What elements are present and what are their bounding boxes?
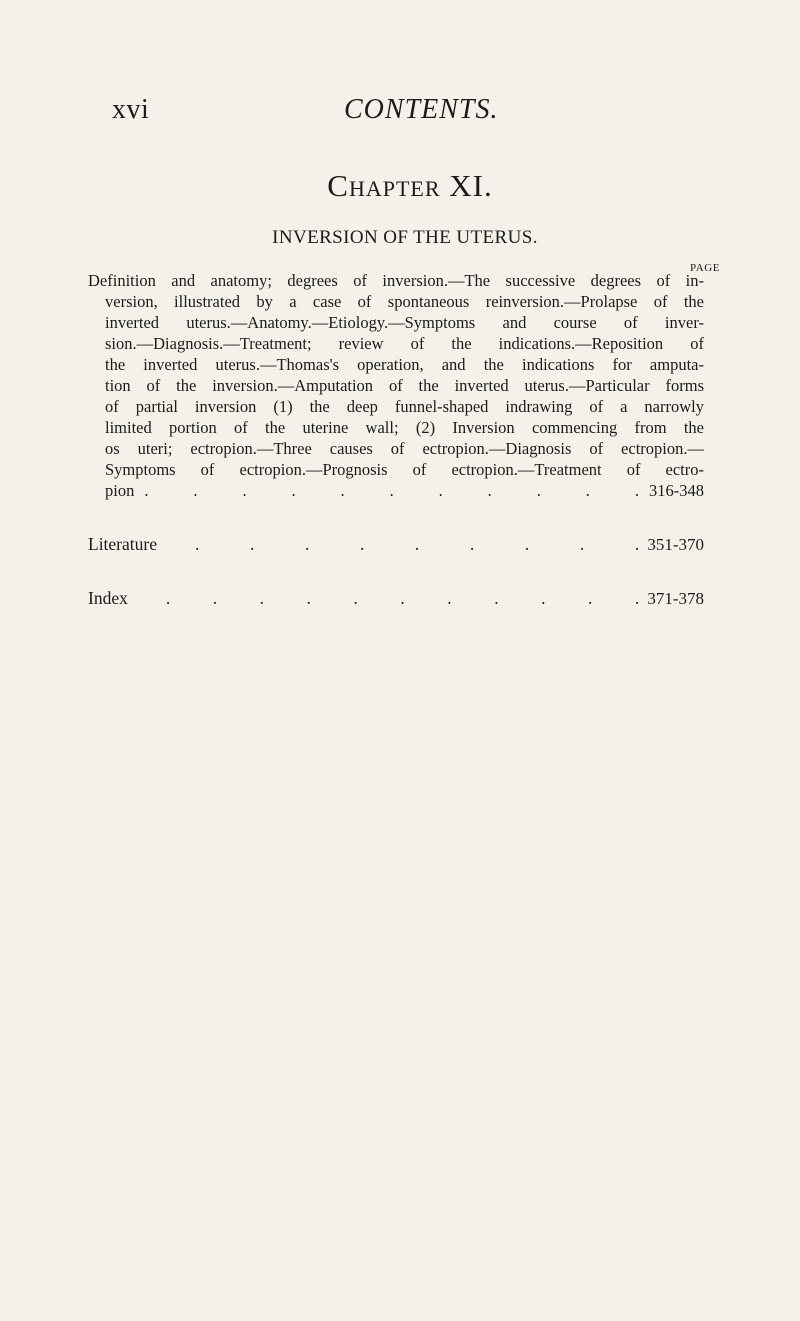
chapter-summary — [88, 270, 704, 501]
toc-entry-title: Literature — [88, 534, 157, 554]
summary-line: Symptoms of ectropion.—Prognosis of ectropion.—Treatment of ectro- — [105, 460, 704, 479]
summary-line: of partial inversion (1) the deep funnel-shaped indrawing of a narrowly — [105, 397, 704, 416]
page-header — [112, 88, 712, 128]
page-column-label: PAGE — [690, 262, 721, 274]
toc-entry-literature[interactable] — [88, 534, 704, 555]
summary-line: Definition and anatomy; degrees of inversion.—The successive degrees of in- — [88, 271, 704, 290]
chapter-subheading: INVERSION OF THE UTERUS. — [272, 227, 538, 248]
summary-line: inverted uterus.—Anatomy.—Etiology.—Symptoms and course of inver- — [105, 313, 704, 332]
toc-entry-pages: 371-378 — [647, 589, 704, 608]
summary-line: sion.—Diagnosis.—Treatment; review of the indications.—Reposition of — [105, 334, 704, 353]
toc-entry-index[interactable] — [88, 588, 704, 609]
summary-final-line — [88, 480, 704, 501]
chapter-page-range: 316-348 — [649, 481, 704, 500]
running-head: CONTENTS. — [344, 94, 499, 125]
toc-entry-title: Index — [88, 588, 128, 608]
chapter-heading: Chapter XI. — [327, 168, 493, 203]
summary-line: the inverted uterus.—Thomas's operation, and the indications for amputa- — [105, 355, 704, 374]
toc-entry-pages: 351-370 — [647, 535, 704, 554]
dot-leader: . . . . . . . . . . . — [165, 588, 640, 608]
summary-line: version, illustrated by a case of spontaneous reinversion.—Prolapse of the — [105, 292, 704, 311]
page-number: xvi — [112, 94, 150, 125]
dot-leader: . . . . . . . . . . . — [144, 481, 639, 500]
summary-line: tion of the inversion.—Amputation of the inverted uterus.—Particular forms — [105, 376, 704, 395]
summary-line: os uteri; ectropion.—Three causes of ectropion.—Diagnosis of ectropion.— — [105, 439, 704, 458]
summary-line: limited portion of the uterine wall; (2) Inversion commencing from the — [105, 418, 704, 437]
summary-final-text: pion — [105, 481, 135, 500]
dot-leader: . . . . . . . . . — [194, 534, 640, 554]
